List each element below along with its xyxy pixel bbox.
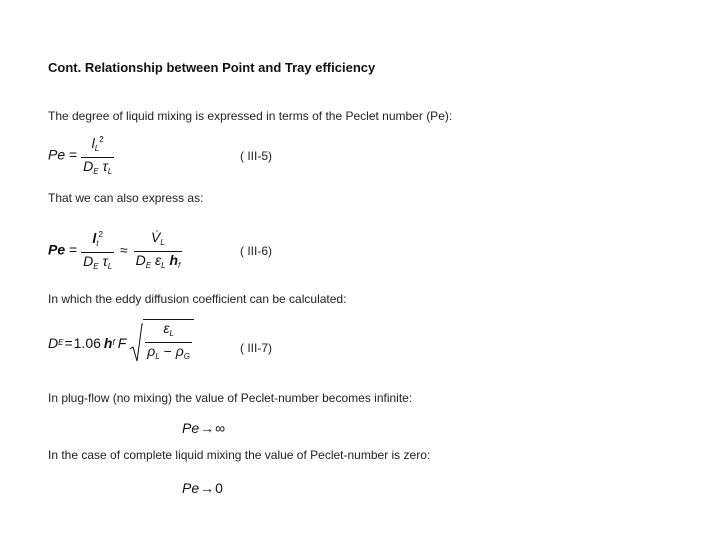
eq3-lhs: D	[48, 334, 59, 351]
eq1-den-var2: τ	[102, 158, 108, 174]
eq1-den-sub2: L	[107, 167, 113, 176]
eq2-equals: =	[69, 241, 78, 258]
eq3-equals: =	[64, 334, 73, 351]
eq2-f2-den2-sub: L	[161, 260, 166, 270]
eq3-h-sub: f	[112, 338, 115, 347]
eq5-lhs: Pe	[182, 480, 200, 496]
eq3-minus: −	[163, 343, 172, 359]
eq3-den2-sub: G	[183, 352, 190, 361]
eq2-f1-den2-sub: L	[107, 262, 113, 271]
eq2-fraction-2	[134, 229, 183, 274]
eq1-num-var: l	[91, 135, 95, 151]
eq4-lhs: Pe	[182, 420, 200, 436]
eq2-f1-den1-sub: E	[93, 262, 99, 271]
eq2-lhs: Pe	[48, 241, 66, 258]
eq2-f1-num-sup: 2	[98, 230, 103, 239]
equation-label-iii-5: ( III-5)	[240, 149, 272, 163]
eq3-num-sub: L	[169, 329, 174, 338]
page-title: Cont. Relationship between Point and Tray efficiency	[48, 60, 376, 75]
equation-pe-zero	[182, 480, 223, 496]
equation-iii-7	[48, 320, 194, 365]
eq2-f2-den2: ε	[154, 251, 162, 268]
sqrt-radical-icon	[129, 323, 143, 363]
eq1-equals: =	[69, 146, 78, 163]
paragraph-complete-mixing: In the case of complete liquid mixing the value of Peclet-number is zero:	[48, 448, 431, 462]
eq1-den-var1: D	[83, 158, 94, 174]
equation-iii-5	[48, 132, 114, 180]
eq3-F: F	[117, 334, 127, 351]
eq2-f1-den2: τ	[102, 253, 108, 269]
eq3-den1: ρ	[147, 343, 156, 359]
eq1-den-sub1: E	[93, 167, 99, 176]
eq5-arrow: →	[200, 480, 215, 496]
eq2-f2-num: V̇	[151, 228, 161, 245]
eq2-f2-den3-sub: f	[178, 260, 181, 270]
eq2-approx: ≈	[120, 241, 128, 258]
eq5-rhs: 0	[215, 480, 223, 496]
eq4-arrow: →	[200, 420, 215, 436]
eq2-f1-num-sub: t	[96, 239, 99, 248]
eq3-den1-sub: L	[155, 352, 160, 361]
eq1-num-sup: 2	[99, 135, 104, 144]
equation-pe-infinite	[182, 420, 225, 436]
eq3-den2: ρ	[175, 343, 184, 359]
eq3-h: h	[103, 334, 113, 351]
eq1-lhs: Pe	[48, 146, 66, 163]
eq2-f2-den1: D	[135, 251, 146, 268]
equation-iii-6	[48, 227, 182, 275]
eq2-f1-den1: D	[83, 253, 94, 269]
eq2-fraction-1	[81, 227, 114, 275]
eq3-lhs-sub: E	[58, 338, 64, 347]
paragraph-express-as: That we can also express as:	[48, 191, 204, 205]
eq2-f2-num-sub: L	[160, 237, 165, 247]
eq2-f2-den3: h	[169, 251, 179, 268]
eq4-rhs: ∞	[215, 420, 226, 436]
eq1-num-sub: L	[94, 144, 100, 153]
eq2-f2-den1-sub: E	[145, 260, 152, 270]
eq2-f1-num: l	[92, 230, 97, 246]
equation-label-iii-6: ( III-6)	[240, 244, 272, 258]
equation-label-iii-7: ( III-7)	[240, 341, 272, 355]
paragraph-eddy-diffusion: In which the eddy diffusion coefficient can be calculated:	[48, 292, 347, 306]
eq3-fraction	[145, 320, 192, 365]
eq3-coefficient: 1.06	[73, 334, 101, 351]
paragraph-plug-flow: In plug-flow (no mixing) the value of Peclet-number becomes infinite:	[48, 391, 413, 405]
eq1-fraction	[81, 132, 114, 180]
paragraph-peclet-definition: The degree of liquid mixing is expressed in terms of the Peclet number (Pe):	[48, 109, 453, 123]
eq3-num: ε	[163, 320, 170, 336]
